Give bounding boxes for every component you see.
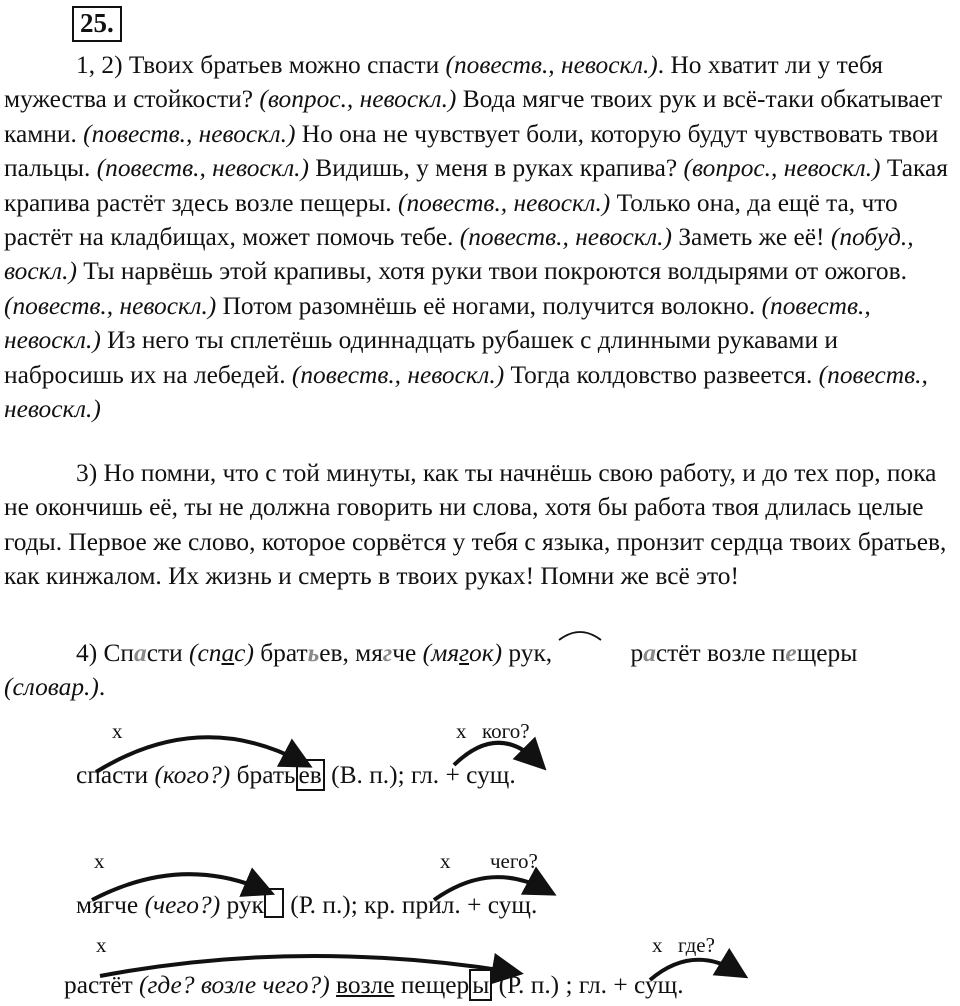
ending-box: ы bbox=[469, 969, 492, 1001]
annotation: (побуд., воскл.) bbox=[4, 223, 914, 286]
text-span: щеры bbox=[796, 639, 858, 667]
text-span: (Р. п.) ; гл. + сущ. bbox=[492, 971, 684, 999]
text-span: (мя bbox=[422, 639, 460, 667]
annotation: (повеств., невоскл.) bbox=[398, 188, 611, 217]
question: (кого?) bbox=[154, 761, 231, 789]
highlighted-letter: г bbox=[382, 639, 393, 667]
text-span: спасти bbox=[76, 761, 155, 789]
text-span: Только она, да ещё та, что растёт на кладбищах, может помочь тебе. bbox=[4, 188, 898, 252]
annotation: (повеств., невоскл.) bbox=[4, 360, 928, 424]
question: (где? возле чего?) bbox=[139, 971, 330, 999]
text-span: Заметь же её! bbox=[671, 223, 831, 252]
text-span: рук bbox=[220, 891, 264, 919]
text-span: Но она не чувствует боли, которую будут чувствовать твои пальцы. bbox=[4, 119, 939, 183]
phrase-2 bbox=[76, 888, 537, 920]
text-span: Вода мягче твоих рук и всё-таки обкатывает камни. bbox=[4, 85, 943, 148]
text-span: (В. п.); гл. + сущ. bbox=[324, 761, 516, 789]
highlighted-letter: а bbox=[643, 639, 656, 667]
phrase-1 bbox=[76, 760, 516, 790]
highlighted-letter: ь bbox=[307, 639, 320, 667]
text-span: Ты нарвёшь этой крапивы, хотя руки твои покроются волдырями от ожогов. bbox=[76, 257, 907, 286]
text-span: ев, мя bbox=[319, 639, 383, 667]
highlighted-letter: а bbox=[134, 639, 147, 667]
text-span: Такая крапива растёт здесь возле пещеры. bbox=[4, 154, 948, 217]
control-mark: х bbox=[652, 933, 663, 957]
text-span: брат bbox=[253, 639, 308, 667]
question-label: кого? bbox=[482, 719, 530, 743]
annotation: (повеств., невоскл.) bbox=[445, 51, 658, 79]
control-mark: х bbox=[440, 849, 451, 873]
annotation: (повеств., невоскл.) bbox=[291, 360, 505, 389]
annotation: (повеств., невоскл.) bbox=[4, 291, 217, 320]
annotation: (словар.) bbox=[4, 673, 99, 702]
text-span: стёт возле п bbox=[655, 639, 786, 667]
ending-box: ев bbox=[296, 759, 325, 791]
text-span: (Р. п.); кр. прил. + сущ. bbox=[283, 891, 538, 919]
control-mark: х bbox=[456, 719, 467, 743]
text-span: сти bbox=[146, 639, 190, 667]
text-span: Потом разомнёшь её ногами, получится волокно. bbox=[216, 291, 762, 320]
underlined-letter: а bbox=[221, 639, 235, 667]
text-span: ок) bbox=[469, 639, 503, 667]
text-span: мягче bbox=[76, 891, 145, 919]
text-span: брать bbox=[230, 761, 296, 789]
text-span: р bbox=[630, 639, 644, 667]
text-span: пещер bbox=[394, 971, 470, 999]
annotation: (повеств., невоскл.) bbox=[96, 154, 309, 183]
preposition: возле bbox=[336, 971, 395, 999]
text-span: (сп bbox=[189, 639, 222, 667]
text-span: 1, 2) Твоих братьев можно спасти bbox=[76, 51, 446, 79]
text-span: Из него ты сплетёшь одиннадцать рубашек с длинными рукавами и набросишь их на лебедей. bbox=[4, 326, 838, 389]
annotation: (повеств., невоскл.) bbox=[83, 119, 296, 148]
highlighted-letter: е bbox=[785, 639, 797, 667]
paragraph-2: 3) Но помни, что с той минуты, как ты начнёшь свою работу, и до тех пор, пока не окончишь её, ты не должна говорить ни слова, хотя бы работа твоя длилась целые годы. Первое же слово, которое сорвётся у тебя с языка, пронзит сердца твоих братьев, как кинжалом. Их жизнь и смерть в твоих руках! Помни же всё это! bbox=[4, 459, 947, 591]
text-span: че bbox=[392, 639, 423, 667]
zero-ending-box bbox=[264, 888, 284, 918]
annotation: (вопрос., невоскл.) bbox=[259, 85, 457, 114]
phrase-3 bbox=[64, 970, 684, 1000]
annotation: (повеств., невоскл.) bbox=[4, 291, 871, 355]
question-label: чего? bbox=[490, 849, 538, 873]
text-span: растёт bbox=[64, 971, 140, 999]
exercise-number: 25. bbox=[72, 6, 122, 42]
text-span: . bbox=[98, 673, 106, 702]
text-span: . Но хватит ли у тебя мужества и стойкости? bbox=[4, 51, 883, 114]
annotation: (повеств., невоскл.) bbox=[459, 223, 672, 252]
text-span: рук, bbox=[502, 639, 559, 667]
text-span: 4) Сп bbox=[76, 639, 135, 667]
control-mark: х bbox=[94, 849, 105, 873]
control-mark: х bbox=[96, 933, 107, 957]
annotation: (вопрос., невоскл.) bbox=[683, 154, 881, 183]
text-span: с) bbox=[234, 639, 254, 667]
question: (чего?) bbox=[144, 891, 221, 919]
control-mark: х bbox=[112, 719, 123, 743]
text-span: Тогда колдовство развеется. bbox=[504, 360, 819, 389]
underlined-letter: г bbox=[459, 639, 470, 667]
question-label: где? bbox=[678, 933, 715, 957]
text-span: Видишь, у меня в руках крапива? bbox=[308, 154, 684, 183]
